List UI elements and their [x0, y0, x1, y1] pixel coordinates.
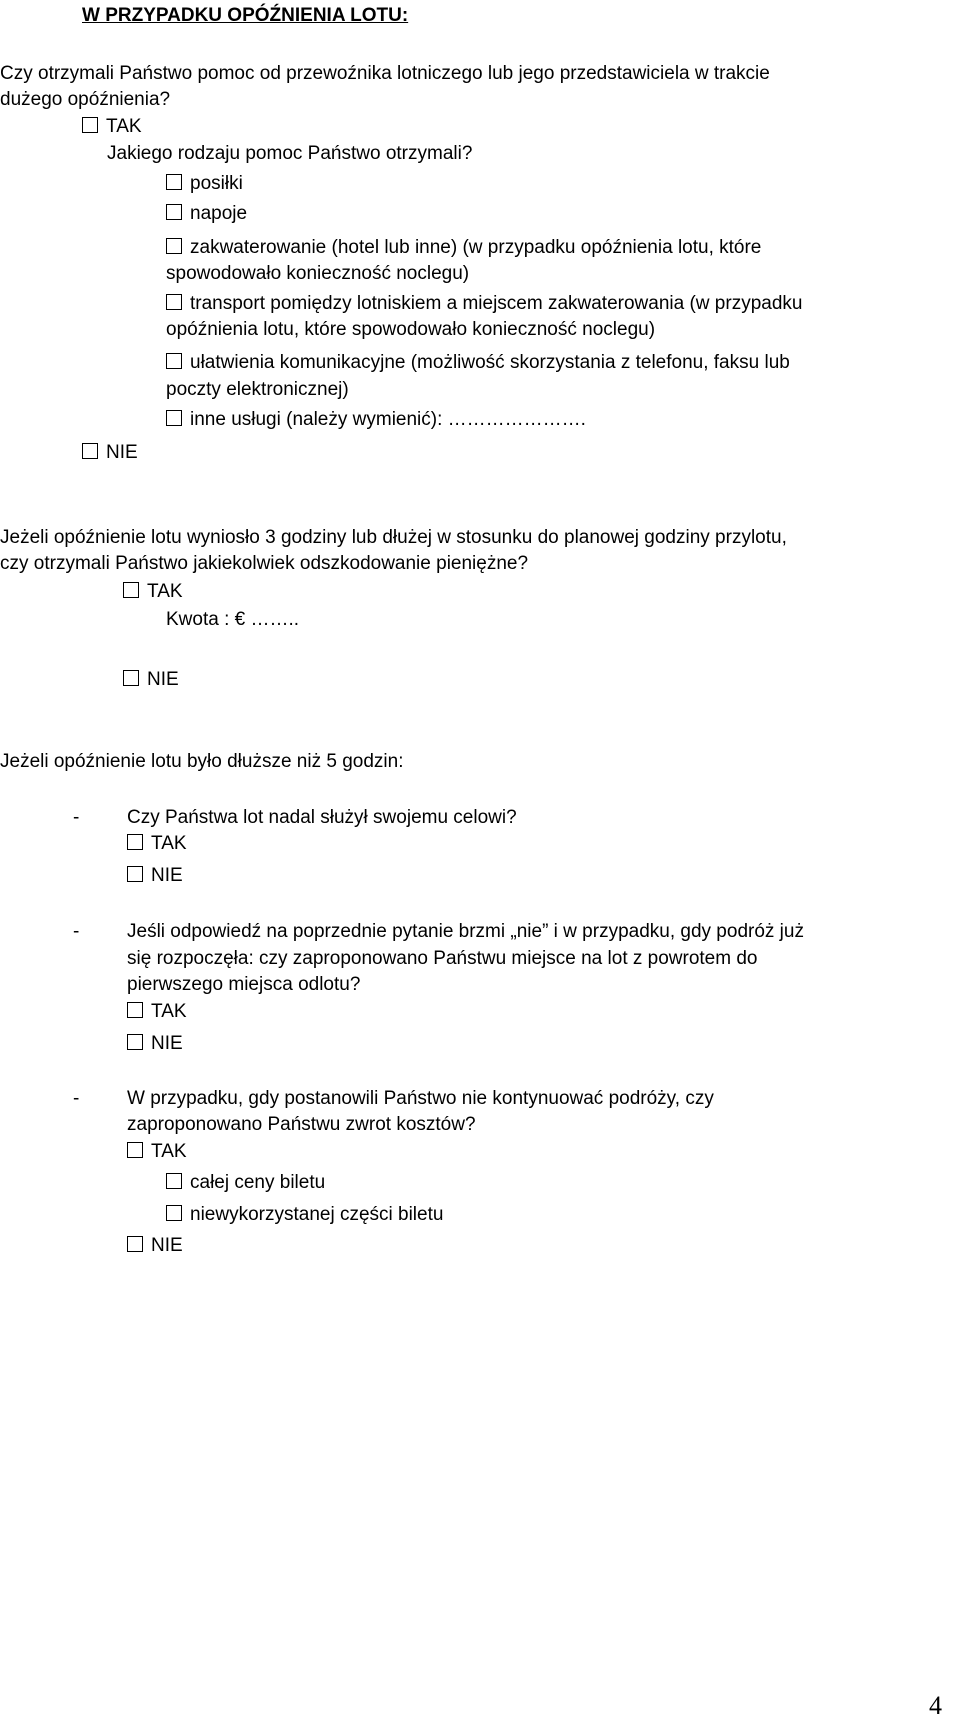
- checkbox[interactable]: [127, 866, 143, 882]
- checkbox[interactable]: [166, 238, 182, 254]
- checkbox[interactable]: [166, 1173, 182, 1189]
- option-label: NIE: [151, 1235, 183, 1256]
- assistance-accommodation-line2: spowodowało konieczność noclegu): [166, 263, 470, 284]
- option-label: całej ceny biletu: [190, 1172, 326, 1193]
- assistance-transport-option[interactable]: [166, 294, 802, 313]
- assistance-accommodation-option[interactable]: [166, 238, 761, 257]
- refund-no-option[interactable]: [127, 1236, 183, 1255]
- question-compensation-line1: Jeżeli opóźnienie lotu wyniosło 3 godziny lub dłużej w stosunku do planowej godziny przylotu,: [0, 527, 787, 548]
- option-label: NIE: [151, 1033, 183, 1054]
- question-assistance-line2: dużego opóźnienia?: [0, 89, 171, 110]
- option-label: TAK: [147, 581, 183, 602]
- option-label: ułatwienia komunikacyjne (możliwość skorzystania z telefonu, faksu lub: [190, 352, 790, 373]
- option-label: TAK: [106, 116, 142, 137]
- option-label: NIE: [147, 669, 179, 690]
- checkbox[interactable]: [166, 294, 182, 310]
- option-label: transport pomiędzy lotniskiem a miejscem zakwaterowania (w przypadku: [190, 293, 803, 314]
- refund-unused-part-option[interactable]: [166, 1205, 443, 1224]
- option-label: NIE: [106, 442, 138, 463]
- question-compensation-line2: czy otrzymali Państwo jakiekolwiek odszkodowanie pieniężne?: [0, 553, 529, 574]
- option-label: TAK: [151, 833, 187, 854]
- option-label: niewykorzystanej części biletu: [190, 1204, 444, 1225]
- option-label: posiłki: [190, 173, 243, 194]
- bullet-dash: -: [73, 921, 80, 942]
- option-label: NIE: [151, 865, 183, 886]
- checkbox[interactable]: [127, 1034, 143, 1050]
- option-label: napoje: [190, 203, 248, 224]
- refund-full-price-option[interactable]: [166, 1173, 325, 1192]
- checkbox[interactable]: [82, 443, 98, 459]
- option-label: zakwaterowanie (hotel lub inne) (w przypadku opóźnienia lotu, które: [190, 237, 762, 258]
- return-flight-no-option[interactable]: [127, 1034, 183, 1053]
- bullet-dash: -: [73, 807, 80, 828]
- compensation-amount-field[interactable]: Kwota : € ……..: [166, 609, 300, 630]
- bullet-dash: -: [73, 1088, 80, 1109]
- question-return-flight-line3: pierwszego miejsca odlotu?: [127, 974, 361, 995]
- five-hours-intro: Jeżeli opóźnienie lotu było dłuższe niż 5 godzin:: [0, 751, 404, 772]
- assistance-other-option[interactable]: [166, 410, 586, 429]
- checkbox[interactable]: [127, 1236, 143, 1252]
- checkbox[interactable]: [166, 204, 182, 220]
- assistance-yes-option[interactable]: [82, 117, 142, 136]
- question-refund-line1: W przypadku, gdy postanowili Państwo nie kontynuować podróży, czy: [127, 1088, 714, 1109]
- assistance-transport-line2: opóźnienia lotu, które spowodowało konieczność noclegu): [166, 319, 656, 340]
- option-label: inne usługi (należy wymienić): ………………….: [190, 409, 586, 430]
- section-title: W PRZYPADKU OPÓŹNIENIA LOTU:: [82, 5, 409, 26]
- assistance-drinks-option[interactable]: [166, 204, 247, 223]
- compensation-no-option[interactable]: [123, 670, 179, 689]
- checkbox[interactable]: [127, 1142, 143, 1158]
- flight-purpose-no-option[interactable]: [127, 866, 183, 885]
- checkbox[interactable]: [123, 670, 139, 686]
- question-return-flight-line1: Jeśli odpowiedź na poprzednie pytanie brzmi „nie” i w przypadku, gdy podróż już: [127, 921, 804, 942]
- page-number: 4: [929, 1691, 942, 1720]
- checkbox[interactable]: [123, 582, 139, 598]
- checkbox[interactable]: [166, 174, 182, 190]
- question-assistance-line1: Czy otrzymali Państwo pomoc od przewoźnika lotniczego lub jego przedstawiciela w trakcie: [0, 63, 770, 84]
- compensation-yes-option[interactable]: [123, 582, 183, 601]
- assistance-communication-option[interactable]: [166, 353, 790, 372]
- question-flight-purpose: Czy Państwa lot nadal służył swojemu celowi?: [127, 807, 517, 828]
- question-refund-line2: zaproponowano Państwu zwrot kosztów?: [127, 1114, 476, 1135]
- option-label: TAK: [151, 1001, 187, 1022]
- return-flight-yes-option[interactable]: [127, 1002, 187, 1021]
- checkbox[interactable]: [127, 1002, 143, 1018]
- refund-yes-option[interactable]: [127, 1142, 187, 1161]
- checkbox[interactable]: [127, 834, 143, 850]
- option-label: TAK: [151, 1141, 187, 1162]
- checkbox[interactable]: [166, 410, 182, 426]
- question-return-flight-line2: się rozpoczęła: czy zaproponowano Państwu miejsce na lot z powrotem do: [127, 948, 758, 969]
- assistance-meals-option[interactable]: [166, 174, 243, 193]
- flight-purpose-yes-option[interactable]: [127, 834, 187, 853]
- assistance-communication-line2: poczty elektronicznej): [166, 379, 349, 400]
- assistance-no-option[interactable]: [82, 443, 138, 462]
- sub-question-assistance-type: Jakiego rodzaju pomoc Państwo otrzymali?: [107, 143, 473, 164]
- checkbox[interactable]: [166, 353, 182, 369]
- checkbox[interactable]: [166, 1205, 182, 1221]
- checkbox[interactable]: [82, 117, 98, 133]
